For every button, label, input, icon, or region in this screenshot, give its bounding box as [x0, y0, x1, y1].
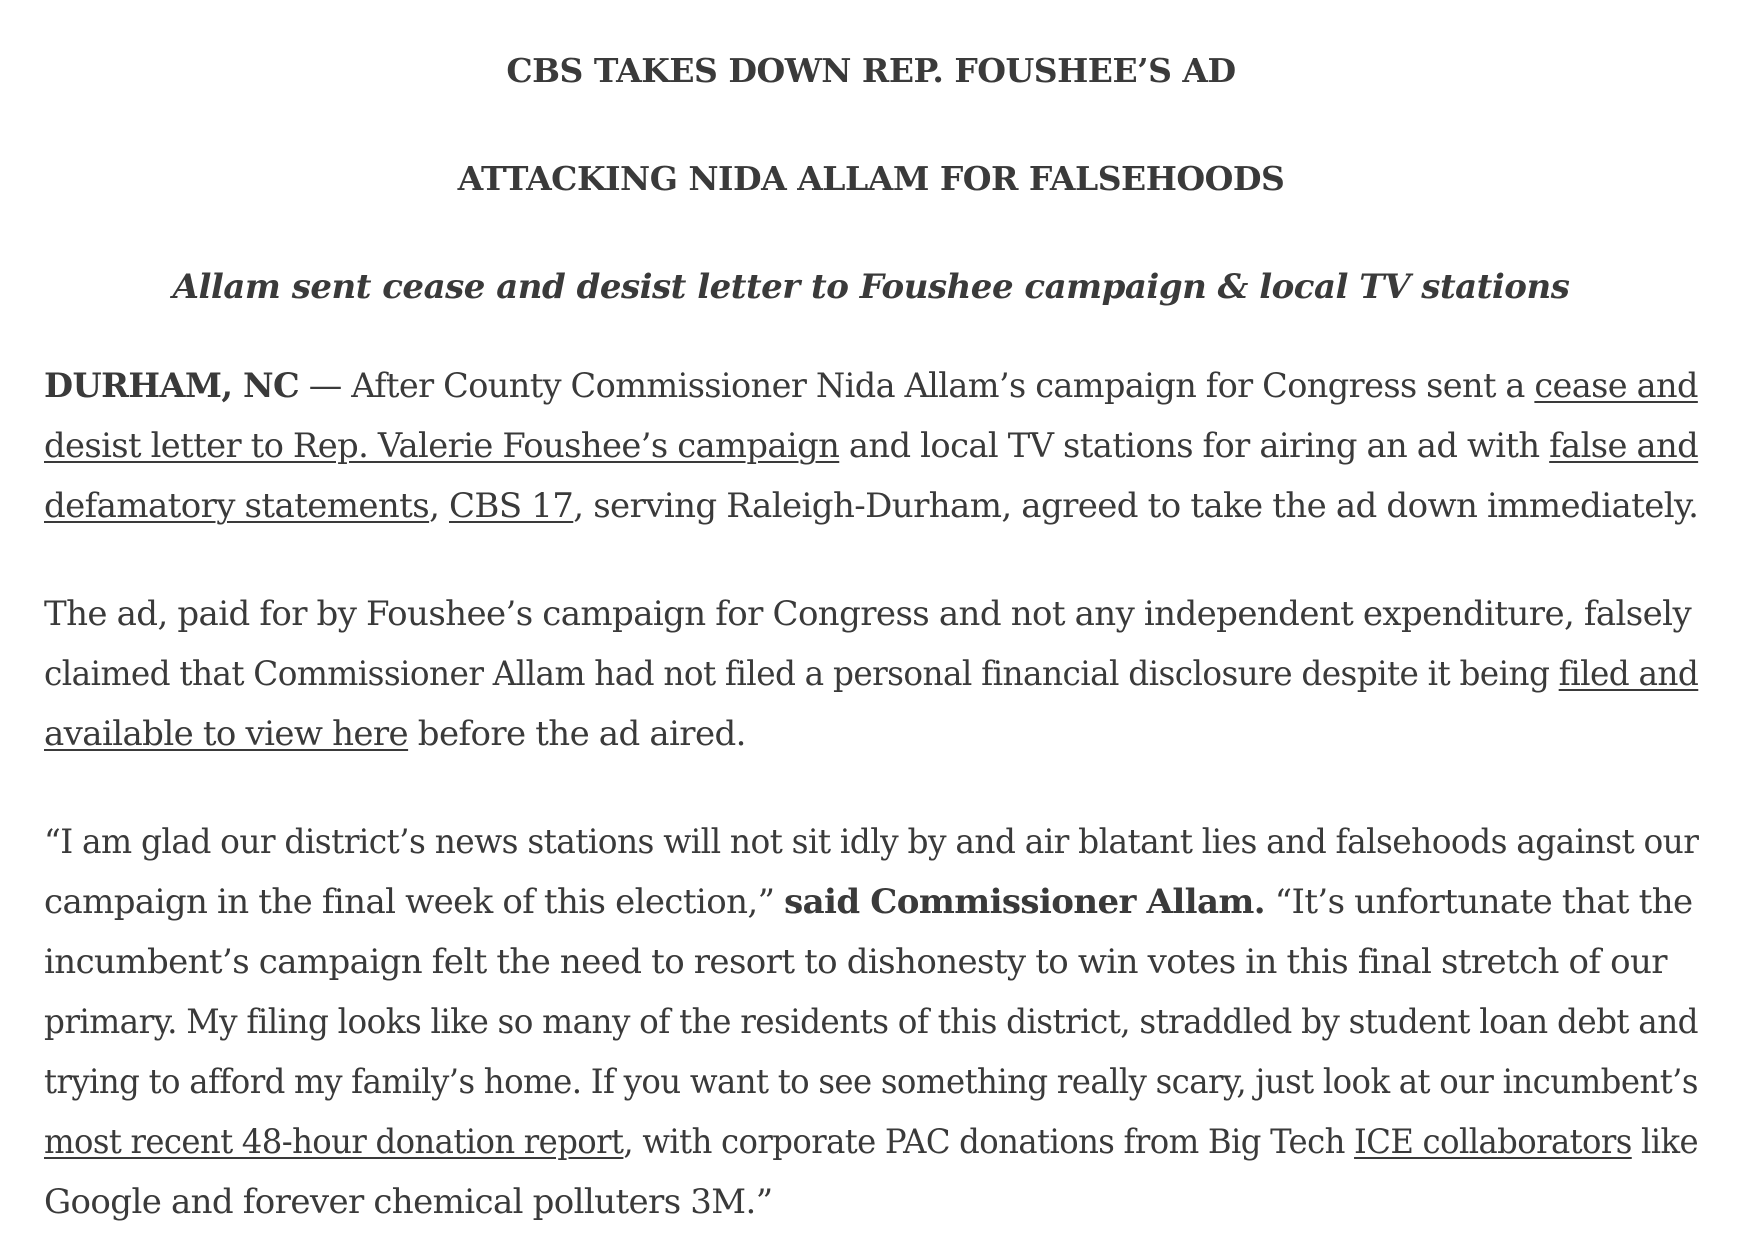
paragraph-1-line-1 — [44, 356, 1698, 416]
dateline: DURHAM, NC — [44, 366, 300, 406]
paragraph-3-text-6b: like — [1631, 1122, 1699, 1162]
paragraph-2 — [44, 584, 1698, 764]
paragraph-3-line-4: primary. My filing looks like so many of the residents of this district, straddled by student loan debt and — [44, 1002, 1699, 1042]
paragraph-3-line-7: Google and forever chemical polluters 3M.” — [44, 1182, 773, 1222]
paragraph-3-line-3: incumbent’s campaign felt the need to resort to dishonesty to win votes in this final stretch of our — [44, 942, 1667, 982]
subheadline: Allam sent cease and desist letter to Foushee campaign & local TV stations — [172, 267, 1570, 307]
paragraph-3-line-6 — [44, 1112, 1699, 1172]
paragraph-3-text-6a: , with corporate PAC donations from Big Tech — [623, 1122, 1355, 1162]
headline-line-2: ATTACKING NIDA ALLAM FOR FALSEHOODS — [457, 159, 1285, 198]
paragraph-1-text-3: , — [429, 486, 450, 526]
donation-report-link[interactable]: most recent 48-hour donation report — [44, 1122, 624, 1162]
cease-desist-link-part-2[interactable]: desist letter to Rep. Valerie Foushee’s campaign — [44, 426, 840, 466]
paragraph-2-text-end: before the ad aired. — [408, 714, 746, 754]
speaker-attribution: said Commissioner Allam. — [784, 882, 1266, 922]
paragraph-3-text-2b: “It’s unfortunate that the — [1265, 882, 1693, 922]
cease-desist-link-part-1[interactable]: cease and — [1534, 366, 1698, 406]
paragraph-1-text-1: — After County Commissioner Nida Allam’s campaign for Congress sent a — [299, 366, 1535, 406]
paragraph-1-line-2 — [44, 416, 1699, 476]
paragraph-3-line-5: trying to afford my family’s home. If you want to see something really scary, just look at our incumbent’s — [44, 1062, 1698, 1102]
financial-disclosure-link-part-2[interactable]: available to view here — [44, 714, 409, 754]
cbs17-link[interactable]: CBS 17 — [449, 486, 574, 526]
false-defamatory-link-part-2[interactable]: defamatory statements — [44, 486, 430, 526]
paragraph-1-text-4: , serving Raleigh-Durham, agreed to take the ad down immediately. — [573, 486, 1699, 526]
paragraph-2-line-1: The ad, paid for by Foushee’s campaign for Congress and not any independent expenditure, falsely — [44, 594, 1692, 634]
headline-line-1: CBS TAKES DOWN REP. FOUSHEE’S AD — [506, 51, 1236, 90]
paragraph-1-text-2: and local TV stations for airing an ad with — [839, 426, 1550, 466]
false-defamatory-link-part-1[interactable]: false and — [1549, 426, 1699, 466]
financial-disclosure-link-part-1[interactable]: filed and — [1558, 654, 1699, 694]
paragraph-3-text-2a: campaign in the final week of this election,” — [44, 882, 785, 922]
paragraph-3-line-2 — [44, 872, 1698, 932]
paragraph-2-text-2: claimed that Commissioner Allam had not filed a personal financial disclosure despite it being — [44, 654, 1559, 694]
paragraph-2-line-2 — [44, 644, 1699, 704]
paragraph-1-line-3 — [44, 476, 1698, 536]
ice-collaborators-link[interactable]: ICE collaborators — [1354, 1122, 1632, 1162]
paragraph-3-line-1: “I am glad our district’s news stations will not sit idly by and air blatant lies and falsehoods against our — [44, 822, 1699, 862]
paragraph-2-line-3 — [44, 704, 1698, 764]
paragraph-1 — [44, 356, 1698, 536]
paragraph-3 — [44, 812, 1698, 1232]
